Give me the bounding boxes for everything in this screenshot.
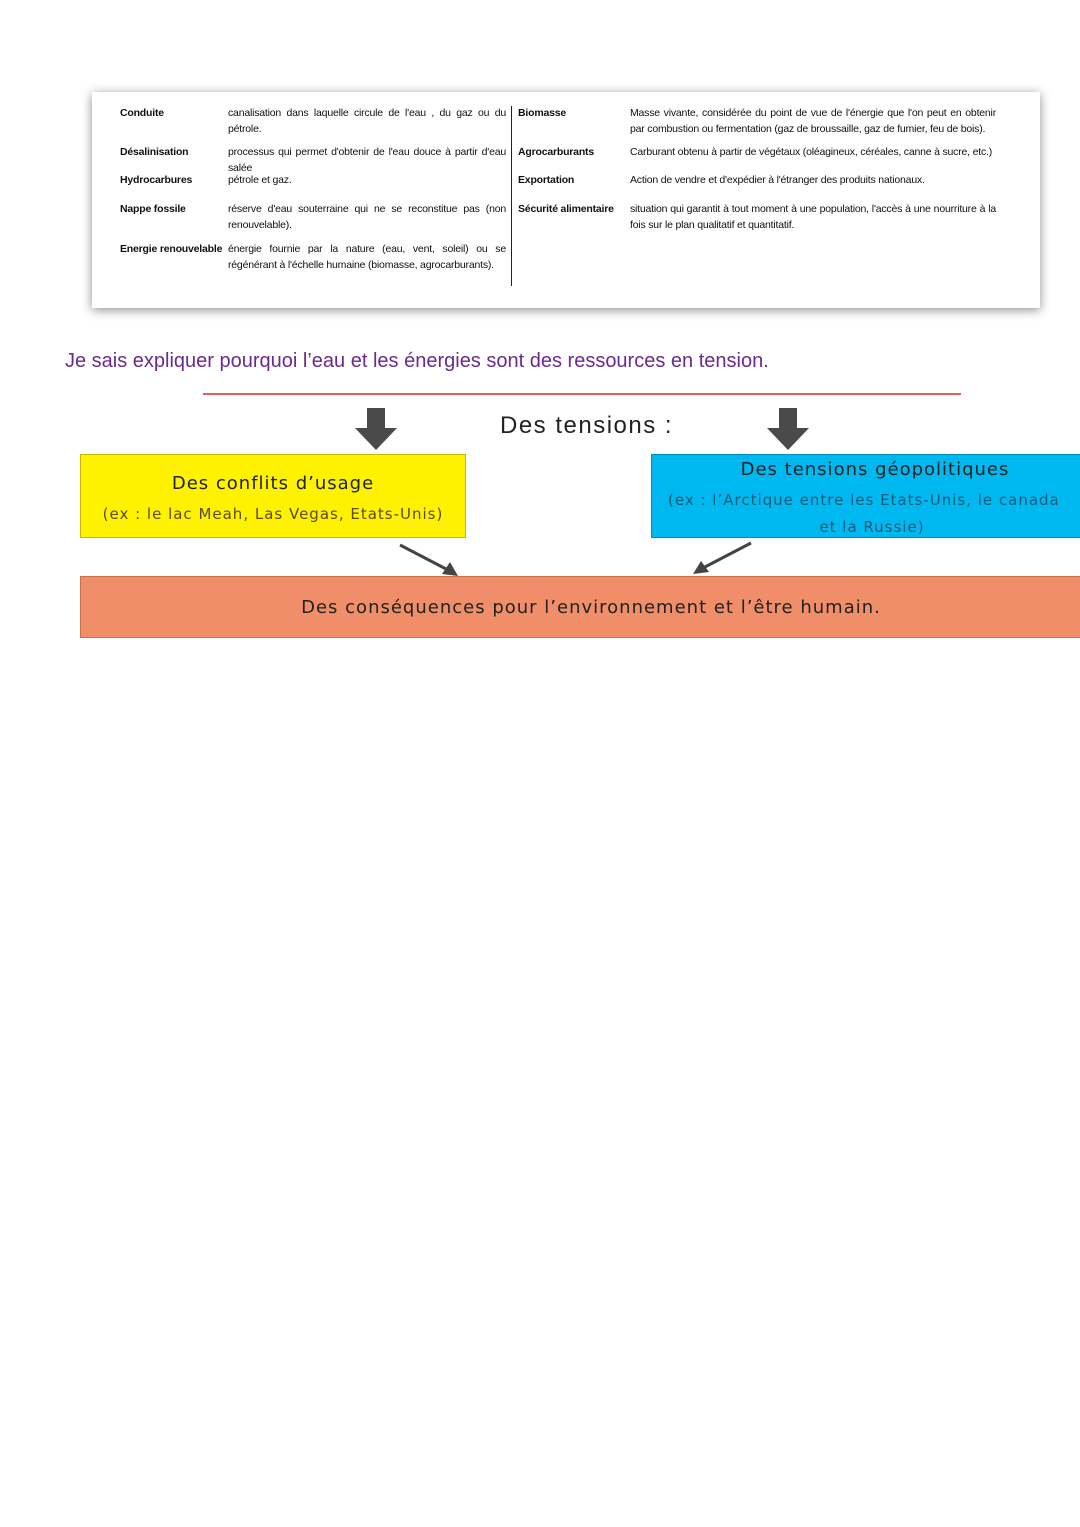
- consequences-title: Des conséquences pour l’environnement et l’être humain.: [301, 597, 881, 618]
- glossary-term: Hydrocarbures: [120, 174, 193, 186]
- usage-conflicts-box: [80, 454, 466, 538]
- glossary-definition: situation qui garantit à tout moment à une population, l'accès à une nourriture à la fois sur le plan qualitatif et quantitatif.: [630, 203, 996, 231]
- glossary-definition: pétrole et gaz.: [228, 174, 292, 186]
- glossary-definition: énergie fournie par la nature (eau, vent, soleil) ou se régénérant à l'échelle humaine (biomasse, agrocarburants).: [228, 243, 506, 271]
- glossary-term: Energie renouvelable: [120, 243, 223, 255]
- glossary-definition: Carburant obtenu à partir de végétaux (oléagineux, céréales, canne à sucre, etc.): [630, 146, 993, 158]
- glossary-term: Nappe fossile: [120, 203, 186, 215]
- glossary-term: Sécurité alimentaire: [518, 203, 614, 215]
- geopolitical-tensions-example-line2: et la Russie): [819, 518, 925, 536]
- glossary-definition: canalisation dans laquelle circule de l'eau , du gaz ou du pétrole.: [228, 107, 506, 135]
- glossary-term: Désalinisation: [120, 146, 189, 158]
- geopolitical-tensions-example: (ex : l’Arctique entre les Etats-Unis, le canada: [668, 491, 1060, 509]
- glossary-definition: processus qui permet d'obtenir de l'eau douce à partir d'eau salée: [228, 146, 506, 174]
- section-heading: Je sais expliquer pourquoi l’eau et les énergies sont des ressources en tension.: [65, 350, 769, 372]
- glossary-definition: Action de vendre et d'expédier à l'étranger des produits nationaux.: [630, 174, 925, 186]
- arrow-diagonal-icon: [693, 543, 751, 574]
- arrow-down-icon: [355, 408, 397, 450]
- glossary-definition: Masse vivante, considérée du point de vue de l'énergie que l'on peut en obtenir par combustion ou fermentation (gaz de broussaille, gaz de fumier, feu de bois).: [630, 107, 996, 135]
- glossary-definition: réserve d'eau souterraine qui ne se reconstitue pas (non renouvelable).: [228, 203, 506, 231]
- glossary-term: Exportation: [518, 174, 575, 186]
- geopolitical-tensions-title: Des tensions géopolitiques: [740, 459, 1010, 480]
- arrow-down-icon: [767, 408, 809, 450]
- glossary-term: Conduite: [120, 107, 164, 119]
- usage-conflicts-example: (ex : le lac Meah, Las Vegas, Etats-Unis): [102, 505, 444, 523]
- geopolitical-tensions-box: [651, 454, 1080, 538]
- consequences-box: [80, 576, 1080, 638]
- glossary-term: Biomasse: [518, 107, 567, 119]
- usage-conflicts-title: Des conflits d’usage: [171, 473, 375, 494]
- arrow-diagonal-icon: [400, 545, 458, 576]
- diagram-title: Des tensions :: [500, 412, 674, 439]
- glossary-term: Agrocarburants: [518, 146, 594, 158]
